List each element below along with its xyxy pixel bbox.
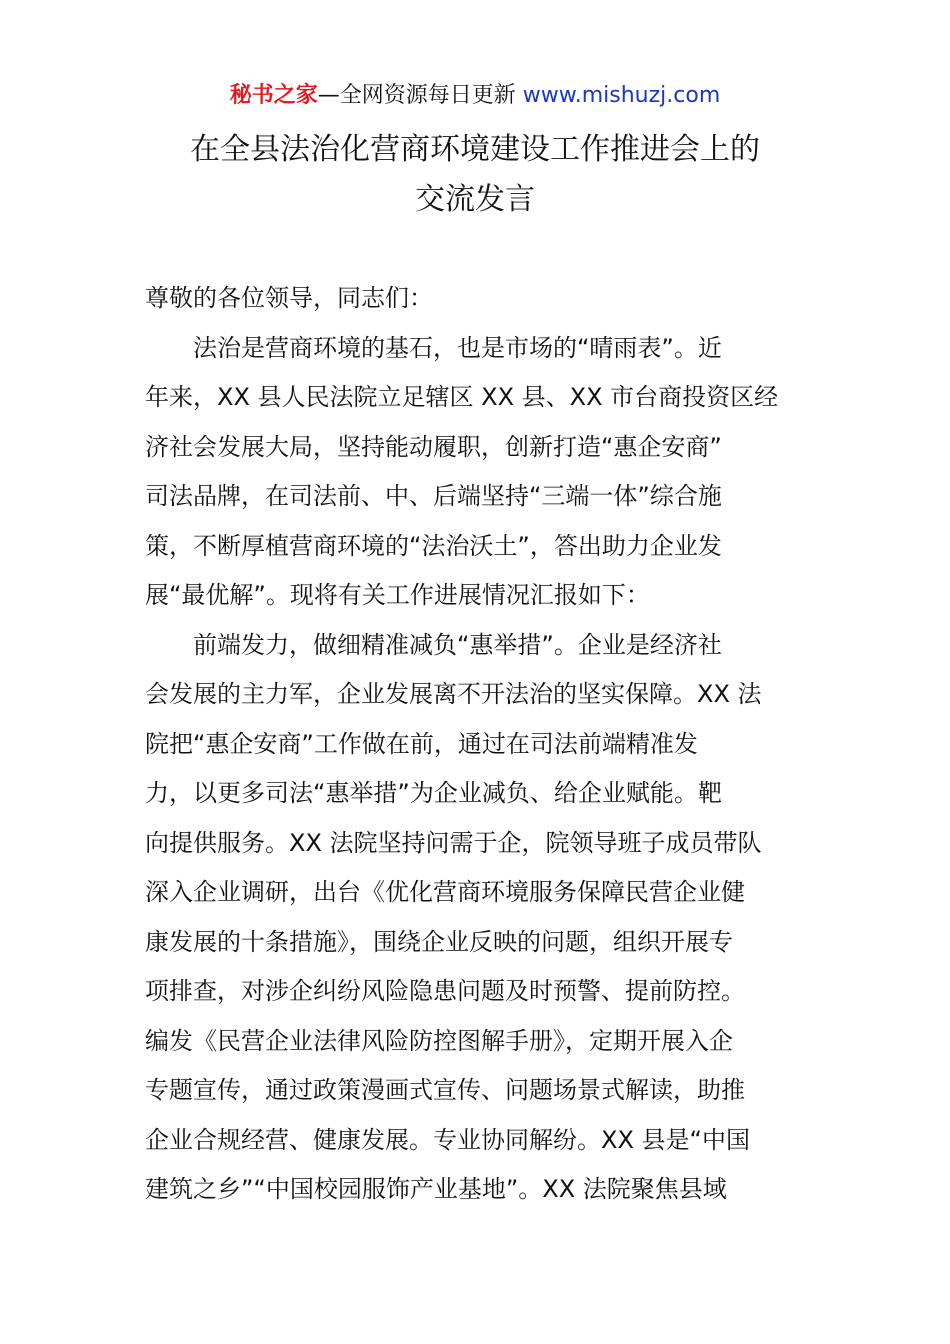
body-line: 编发《民营企业法律风险防控图解手册》，定期开展入企 xyxy=(145,1026,733,1055)
title-line-2: 交流发言 xyxy=(415,182,535,217)
body-line: 建筑之乡”“中国校园服饰产业基地”。XX 法院聚焦县域 xyxy=(145,1175,727,1203)
title-line-1: 在全县法治化营商环境建设工作推进会上的 xyxy=(190,132,760,167)
body-line: 企业合规经营、健康发展。专业协同解纷。XX 县是“中国 xyxy=(145,1125,750,1154)
body-line: 康发展的十条措施》，围绕企业反映的问题，组织开展专 xyxy=(145,927,733,956)
body-line: 司法品牌，在司法前、中、后端坚持“三端一体”综合施 xyxy=(145,482,722,510)
body-line: 策，不断厚植营商环境的“法治沃土”，答出助力企业发 xyxy=(145,531,722,560)
body-line: 法治是营商环境的基石，也是市场的“晴雨表”。近 xyxy=(193,333,722,362)
body-line: 深入企业调研，出台《优化营商环境服务保障民营企业健 xyxy=(145,878,745,906)
body-line: 年来，XX 县人民法院立足辖区 XX 县、XX 市台商投资区经 xyxy=(145,383,779,411)
site-url[interactable]: www.mishuzj.com xyxy=(522,83,721,108)
brand-name: 秘书之家 xyxy=(229,83,318,108)
body-line: 专题宣传，通过政策漫画式宣传、问题场景式解读，助推 xyxy=(145,1076,745,1104)
salutation: 尊敬的各位领导，同志们： xyxy=(145,284,433,312)
site-header xyxy=(0,80,950,112)
document-title xyxy=(0,125,950,225)
body-line: 项排查，对涉企纠纷风险隐患问题及时预警、提前防控。 xyxy=(145,977,745,1005)
body-line: 展“最优解”。现将有关工作进展情况汇报如下： xyxy=(145,581,650,609)
body-line: 会发展的主力军，企业发展离不开法治的坚实保障。XX 法 xyxy=(145,680,762,708)
body-line: 院把“惠企安商”工作做在前，通过在司法前端精准发 xyxy=(145,729,698,758)
body-line: 力，以更多司法“惠举措”为企业减负、给企业赋能。靶 xyxy=(145,779,722,807)
body-line: 向提供服务。XX 法院坚持问需于企，院领导班子成员带队 xyxy=(145,828,762,857)
document-body xyxy=(145,274,807,1215)
body-line: 前端发力，做细精准减负“惠举措”。企业是经济社 xyxy=(193,630,722,659)
body-line: 济社会发展大局，坚持能动履职，创新打造“惠企安商” xyxy=(145,432,722,461)
header-tagline: —全网资源每日更新 xyxy=(317,83,516,108)
